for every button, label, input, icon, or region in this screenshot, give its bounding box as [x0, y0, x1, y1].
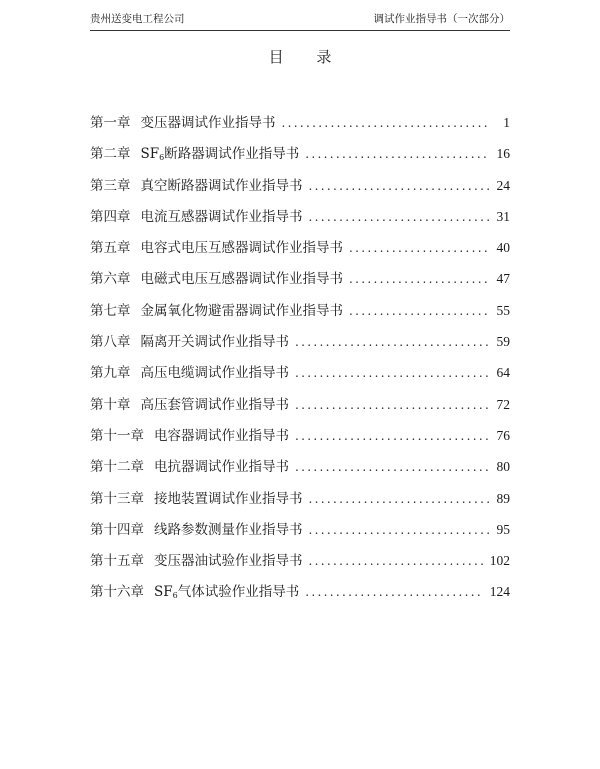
toc-entry[interactable] [90, 143, 510, 174]
toc-entry-title: 线路参数测量作业指导书 [154, 521, 303, 538]
toc-dot-leader [282, 112, 491, 134]
toc-entry-title: 变压器调试作业指导书 [140, 115, 276, 131]
toc-chapter-number: 第十六章 [90, 584, 144, 601]
toc-entry-title: 高压电缆调试作业指导书 [140, 365, 289, 382]
toc-entry[interactable] [90, 206, 510, 237]
toc-dot-leader [295, 425, 490, 447]
toc-dot-leader [305, 143, 490, 165]
toc-chapter-number: 第一章 [90, 115, 131, 131]
toc-chapter-number: 第十四章 [90, 521, 144, 538]
toc-dot-leader [309, 519, 491, 541]
toc-dot-leader [295, 331, 490, 353]
toc-entry[interactable] [90, 362, 510, 393]
toc-entry-title [154, 581, 299, 607]
toc-entry-title: 电磁式电压互感器调试作业指导书 [140, 271, 343, 288]
toc-title-suffix: 气体试验作业指导书 [177, 584, 300, 601]
toc-title-subscript: 6 [159, 153, 165, 163]
toc-chapter-number: 第八章 [90, 334, 131, 351]
toc-chapter-number: 第六章 [90, 271, 131, 288]
toc-dot-leader [295, 456, 490, 478]
toc-page-number: 102 [489, 553, 510, 569]
toc-page-number: 55 [496, 302, 510, 318]
toc-chapter-number: 第十三章 [90, 490, 144, 507]
toc-entry[interactable] [90, 550, 510, 581]
toc-chapter-number: 第十一章 [90, 427, 144, 444]
toc-page-number: 72 [496, 396, 510, 412]
page-header [90, 8, 510, 31]
toc-page-number: 47 [496, 271, 510, 287]
toc-dot-leader [349, 237, 490, 259]
toc-entry-title [141, 143, 300, 169]
toc-page-number: 16 [496, 146, 510, 162]
toc-entry-title: 隔离开关调试作业指导书 [140, 334, 289, 351]
toc-chapter-number: 第十章 [90, 396, 131, 413]
toc-entry-title: 电流互感器调试作业指导书 [140, 208, 303, 225]
toc-page-number: 64 [496, 365, 510, 381]
toc-entry[interactable] [90, 425, 510, 456]
toc-entry[interactable] [90, 456, 510, 487]
toc-title-subscript: 6 [172, 591, 178, 601]
toc-page-number: 31 [496, 208, 510, 224]
toc-title-suffix: 断路器调试作业指导书 [164, 146, 300, 163]
toc-chapter-number: 第七章 [90, 302, 131, 319]
toc-entry[interactable] [90, 300, 510, 331]
toc-entry[interactable] [90, 394, 510, 425]
toc-entry-title: 电容式电压互感器调试作业指导书 [140, 240, 343, 257]
toc-entry-title: 高压套管调试作业指导书 [140, 396, 289, 413]
company-name: 贵州送变电工程公司 [90, 13, 185, 25]
toc-chapter-number: 第九章 [90, 365, 131, 382]
toc-entry[interactable] [90, 488, 510, 519]
toc-entry-title: 接地装置调试作业指导书 [154, 490, 303, 507]
toc-dot-leader [309, 550, 484, 572]
toc-entry-title: 真空断路器调试作业指导书 [140, 177, 303, 194]
table-of-contents [90, 112, 510, 613]
toc-dot-leader [349, 268, 490, 290]
toc-entry[interactable] [90, 581, 510, 612]
toc-page-number: 59 [496, 334, 510, 350]
toc-chapter-number: 第十五章 [90, 553, 144, 570]
toc-page-number: 95 [496, 521, 510, 537]
toc-entry-title: 电抗器调试作业指导书 [154, 459, 289, 476]
toc-page-number: 24 [496, 177, 510, 193]
toc-chapter-number: 第五章 [90, 240, 131, 257]
toc-page-number: 80 [496, 459, 510, 475]
toc-entry[interactable] [90, 237, 510, 268]
toc-dot-leader [309, 175, 491, 197]
toc-entry-title: 电容器调试作业指导书 [154, 427, 289, 444]
toc-page-number: 124 [489, 584, 510, 600]
document-name: 调试作业指导书（一次部分） [373, 13, 510, 25]
toc-dot-leader [309, 206, 491, 228]
toc-page-number: 1 [503, 115, 510, 130]
toc-dot-leader [305, 581, 484, 603]
toc-page-number: 76 [496, 427, 510, 443]
toc-title-prefix: SF [140, 146, 160, 163]
toc-entry[interactable] [90, 331, 510, 362]
toc-entry[interactable] [90, 175, 510, 206]
toc-entry[interactable] [90, 112, 510, 143]
toc-dot-leader [309, 488, 491, 510]
toc-entry[interactable] [90, 268, 510, 299]
toc-page-number: 89 [496, 490, 510, 506]
toc-title: 目 录 [268, 48, 346, 66]
toc-dot-leader [349, 300, 490, 322]
toc-dot-leader [295, 362, 490, 384]
toc-chapter-number: 第三章 [90, 177, 131, 194]
toc-chapter-number: 第十二章 [90, 459, 144, 476]
toc-chapter-number: 第二章 [90, 146, 131, 163]
toc-entry-title: 金属氧化物避雷器调试作业指导书 [140, 302, 343, 319]
toc-chapter-number: 第四章 [90, 208, 131, 225]
toc-dot-leader [295, 394, 490, 416]
toc-page-number: 40 [496, 240, 510, 256]
toc-entry-title: 变压器油试验作业指导书 [154, 553, 303, 570]
toc-title-prefix: SF [154, 584, 173, 601]
toc-entry[interactable] [90, 519, 510, 550]
